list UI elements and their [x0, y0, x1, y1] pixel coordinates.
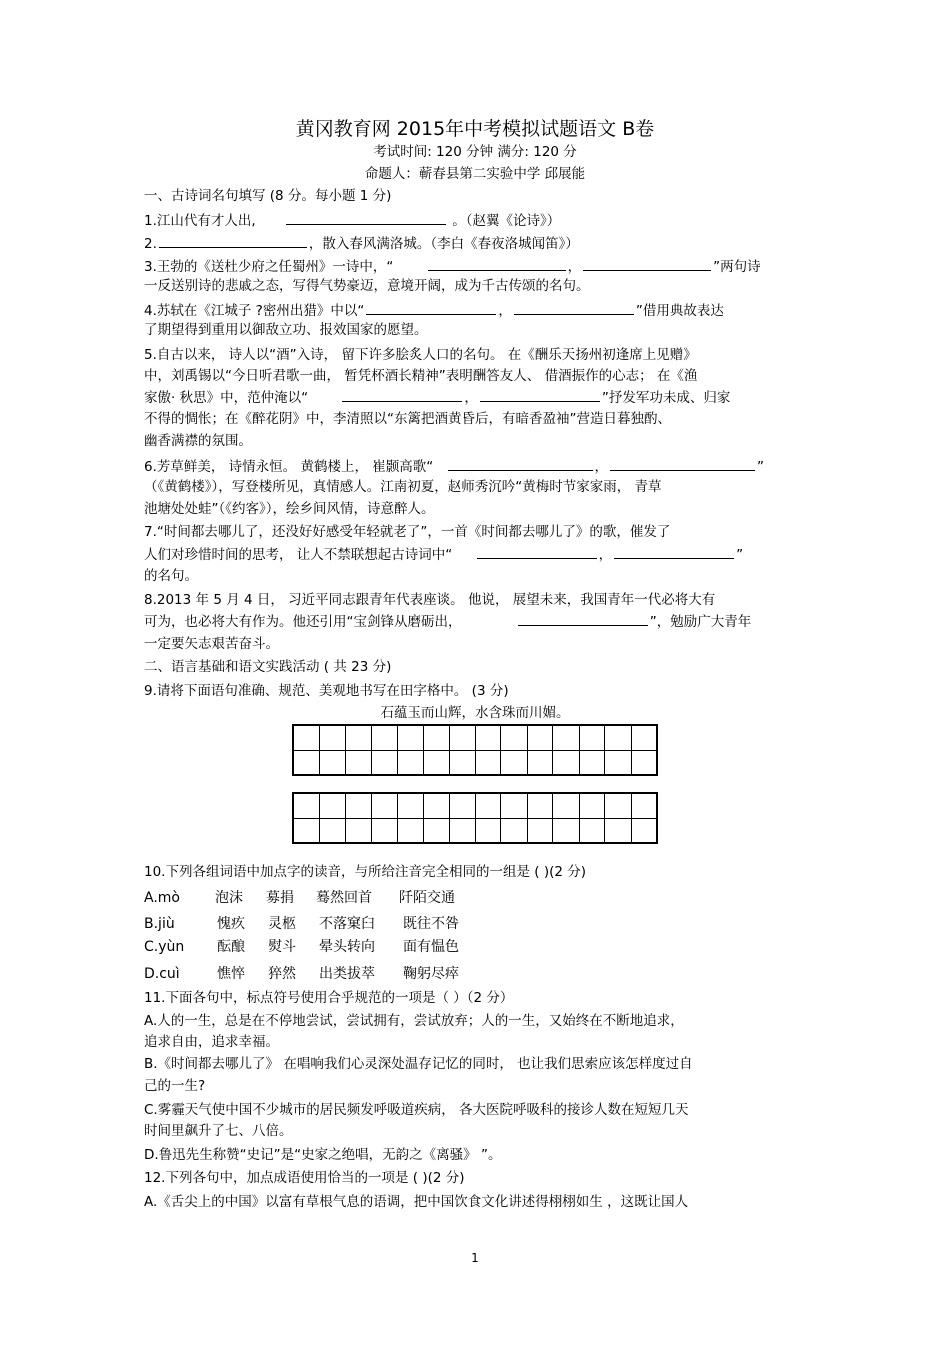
q5-blank-1[interactable]	[342, 387, 462, 402]
option-word: 蓦然回首	[316, 890, 372, 906]
grid-cell[interactable]	[605, 726, 656, 774]
question-5-line2: 中，刘禹锡以“今日听君歌一曲， 暂凭杯酒长精神”表明酬答友人、 借酒振作的心志； 在《渔	[144, 368, 698, 384]
q8-post: ”，勉励广大青年	[649, 614, 752, 630]
q4-mid: ，	[498, 303, 512, 319]
q1-post: 。（赵翼《论诗》）	[452, 213, 561, 229]
question-2	[144, 233, 579, 254]
section1-heading: 一、古诗词名句填写 (8 分。每小题 1 分)	[144, 188, 392, 204]
question-5-line3	[144, 387, 730, 408]
q11-option-b-line2: 己的一生?	[144, 1078, 206, 1094]
option-word: 灵柩	[268, 916, 296, 932]
option-word: 不落窠臼	[319, 916, 375, 932]
question-9: 9.请将下面语句准确、规范、美观地书写在田字格中。 (3 分)	[144, 683, 509, 699]
option-word: 泡沫	[215, 890, 243, 906]
option-word: 猝然	[268, 966, 296, 982]
author-line: 命题人：蕲春县第二实验中学 邱展能	[364, 166, 586, 182]
tian-grid-row-2[interactable]	[292, 792, 658, 844]
q7-pre: 人们对珍惜时间的思考， 让人不禁联想起古诗词中“	[144, 547, 453, 563]
question-6-line3: 池塘处处蛙”（《约客》），绘乡间风情，诗意醉人。	[144, 501, 435, 517]
grid-cell[interactable]	[501, 794, 553, 842]
option-label: B.jiù	[144, 916, 175, 932]
tian-grid-row-1[interactable]	[292, 724, 658, 776]
q5-pre: 家傲· 秋思》中，范仲淹以“	[144, 390, 309, 406]
q6-blank-2[interactable]	[610, 456, 755, 471]
q11-option-a-line2: 追求自由，追求幸福。	[144, 1034, 279, 1050]
question-11: 11.下面各句中，标点符号使用合乎规范的一项是（ ）（2 分）	[144, 990, 514, 1006]
q7-blank-2[interactable]	[614, 544, 734, 559]
question-5-line1: 5.自古以来， 诗人以“酒”入诗， 留下许多脍炙人口的名句。 在《酬乐天扬州初逢席上见赠》	[144, 347, 697, 363]
question-8-line2	[144, 611, 751, 632]
page-title: 黄冈教育网 2015年中考模拟试题语文 B卷	[295, 118, 655, 140]
q4-blank-2[interactable]	[514, 300, 634, 315]
grid-cell[interactable]	[605, 794, 656, 842]
question-4-line2: 了期望得到重用以御敌立功、报效国家的愿望。	[144, 322, 428, 338]
grid-cell[interactable]	[294, 726, 346, 774]
option-label: C.yùn	[144, 939, 185, 955]
question-8-line3: 一定要矢志艰苦奋斗。	[144, 636, 279, 652]
question-5-line5: 幽香满襟的氛围。	[144, 433, 252, 449]
q3-blank-1[interactable]	[428, 256, 566, 271]
q3-blank-2[interactable]	[583, 256, 711, 271]
page-number: 1	[471, 1251, 479, 1265]
q2-post: ，散入春风满洛城。（李白《春夜洛城闻笛》）	[308, 236, 579, 252]
q6-post: ”	[757, 459, 765, 475]
question-3-line1	[144, 256, 761, 277]
question-3-line2: 一反送别诗的悲戚之态，写得气势豪迈，意境开阔，成为千古传颂的名句。	[144, 278, 590, 294]
question-4-line1	[144, 300, 724, 321]
q11-option-c-line2: 时间里飙升了七、八倍。	[144, 1123, 293, 1139]
option-word: 鞠躬尽瘁	[403, 966, 459, 982]
q8-blank[interactable]	[518, 611, 648, 626]
q3-post: ”两句诗	[713, 259, 761, 275]
section2-heading: 二、语言基础和语文实践活动 ( 共 23 分)	[144, 659, 392, 675]
option-word: 出类拔萃	[319, 966, 375, 982]
q3-pre: 3.王勃的《送杜少府之任蜀州》一诗中，“	[144, 259, 394, 275]
q2-blank[interactable]	[159, 233, 307, 248]
option-word: 募捐	[266, 890, 294, 906]
q5-mid: ，	[464, 390, 478, 406]
question-12: 12.下列各句中，加点成语使用恰当的一项是 ( )(2 分)	[144, 1170, 465, 1186]
question-10: 10.下列各组词语中加点字的读音，与所给注音完全相同的一组是 ( )(2 分)	[144, 864, 586, 880]
q7-mid: ，	[598, 547, 613, 563]
grid-cell[interactable]	[450, 726, 502, 774]
exam-info: 考试时间: 120 分钟 满分: 120 分	[373, 144, 577, 160]
option-word: 晕头转向	[319, 939, 375, 955]
grid-cell[interactable]	[294, 794, 346, 842]
grid-cell[interactable]	[553, 794, 605, 842]
option-label: D.cuì	[144, 966, 180, 982]
q4-pre: 4.苏轼在《江城子 ?密州出猎》中以“	[144, 303, 365, 319]
option-word: 愧疚	[217, 916, 245, 932]
option-word: 憔悴	[217, 966, 245, 982]
question-5-line4: 不得的惆怅；在《醉花阴》中，李清照以“东篱把酒黄昏后，有暗香盈袖”营造日暮独酌、	[144, 411, 671, 427]
q7-post: ”	[736, 547, 744, 563]
grid-cell[interactable]	[398, 726, 450, 774]
option-word: 阡陌交通	[399, 890, 455, 906]
grid-cell[interactable]	[346, 794, 398, 842]
question-6-line1	[144, 456, 764, 477]
grid-cell[interactable]	[501, 726, 553, 774]
q7-blank-1[interactable]	[477, 544, 597, 559]
question-8-line1: 8.2013 年 5 月 4 日， 习近平同志跟青年代表座谈。 他说， 展望未来，我国青年一代必将大有	[144, 592, 716, 608]
q4-post: ”借用典故表达	[635, 303, 724, 319]
q3-mid: ，	[567, 259, 582, 275]
q9-sentence: 石蕴玉而山辉，水含珠而川媚。	[380, 705, 570, 721]
q11-option-c-line1: C.雾霾天气使中国不少城市的居民频发呼吸道疾病， 各大医院呼吸科的接诊人数在短短几天	[144, 1102, 689, 1118]
q6-pre: 6.芳草鲜美， 诗情永恒。 黄鹤楼上， 崔颢高歌“	[144, 459, 434, 475]
grid-cell[interactable]	[398, 794, 450, 842]
question-7-line2	[144, 544, 743, 565]
option-word: 熨斗	[268, 939, 296, 955]
q6-blank-1[interactable]	[448, 456, 593, 471]
grid-cell[interactable]	[553, 726, 605, 774]
q8-pre: 可为，也必将大有作为。他还引用“宝剑锋从磨砺出，	[144, 614, 462, 630]
grid-cell[interactable]	[346, 726, 398, 774]
option-word: 酝酿	[217, 939, 245, 955]
q5-post: ”抒发军功未成、归家	[601, 390, 731, 406]
q6-mid: ，	[594, 459, 609, 475]
question-1	[144, 210, 560, 231]
grid-cell[interactable]	[450, 794, 502, 842]
question-6-line2: （《黄鹤楼》），写登楼所见，真情感人。江南初夏，赵师秀沉吟“黄梅时节家家雨， 青草	[144, 479, 662, 495]
q4-blank-1[interactable]	[366, 300, 496, 315]
q5-blank-2[interactable]	[480, 387, 600, 402]
option-label: A.mò	[144, 890, 180, 906]
q12-option-a-line1: A.《舌尖上的中国》以富有草根气息的语调，把中国饮食文化讲述得栩栩如生 ，这既让国人	[144, 1194, 689, 1210]
q11-option-b-line1: B.《时间都去哪儿了》 在唱响我们心灵深处温存记忆的同时， 也让我们思索应该怎样度过自	[144, 1056, 693, 1072]
q1-blank[interactable]	[286, 210, 446, 225]
q11-option-d: D.鲁迅先生称赞“史记”是“史家之绝唱，无韵之《离骚》 ”。	[144, 1147, 502, 1163]
q11-option-a-line1: A.人的一生，总是在不停地尝试，尝试拥有，尝试放弃；人的一生，又始终在不断地追求，	[144, 1013, 684, 1029]
q2-pre: 2.	[144, 236, 157, 252]
option-word: 面有愠色	[403, 939, 459, 955]
q1-pre: 1.江山代有才人出,	[144, 213, 256, 229]
question-7-line1: 7.“时间都去哪儿了，还没好好感受年轻就老了”，一首《时间都去哪儿了》的歌，催发了	[144, 524, 671, 540]
option-word: 既往不咎	[403, 916, 459, 932]
question-7-line3: 的名句。	[144, 568, 198, 584]
